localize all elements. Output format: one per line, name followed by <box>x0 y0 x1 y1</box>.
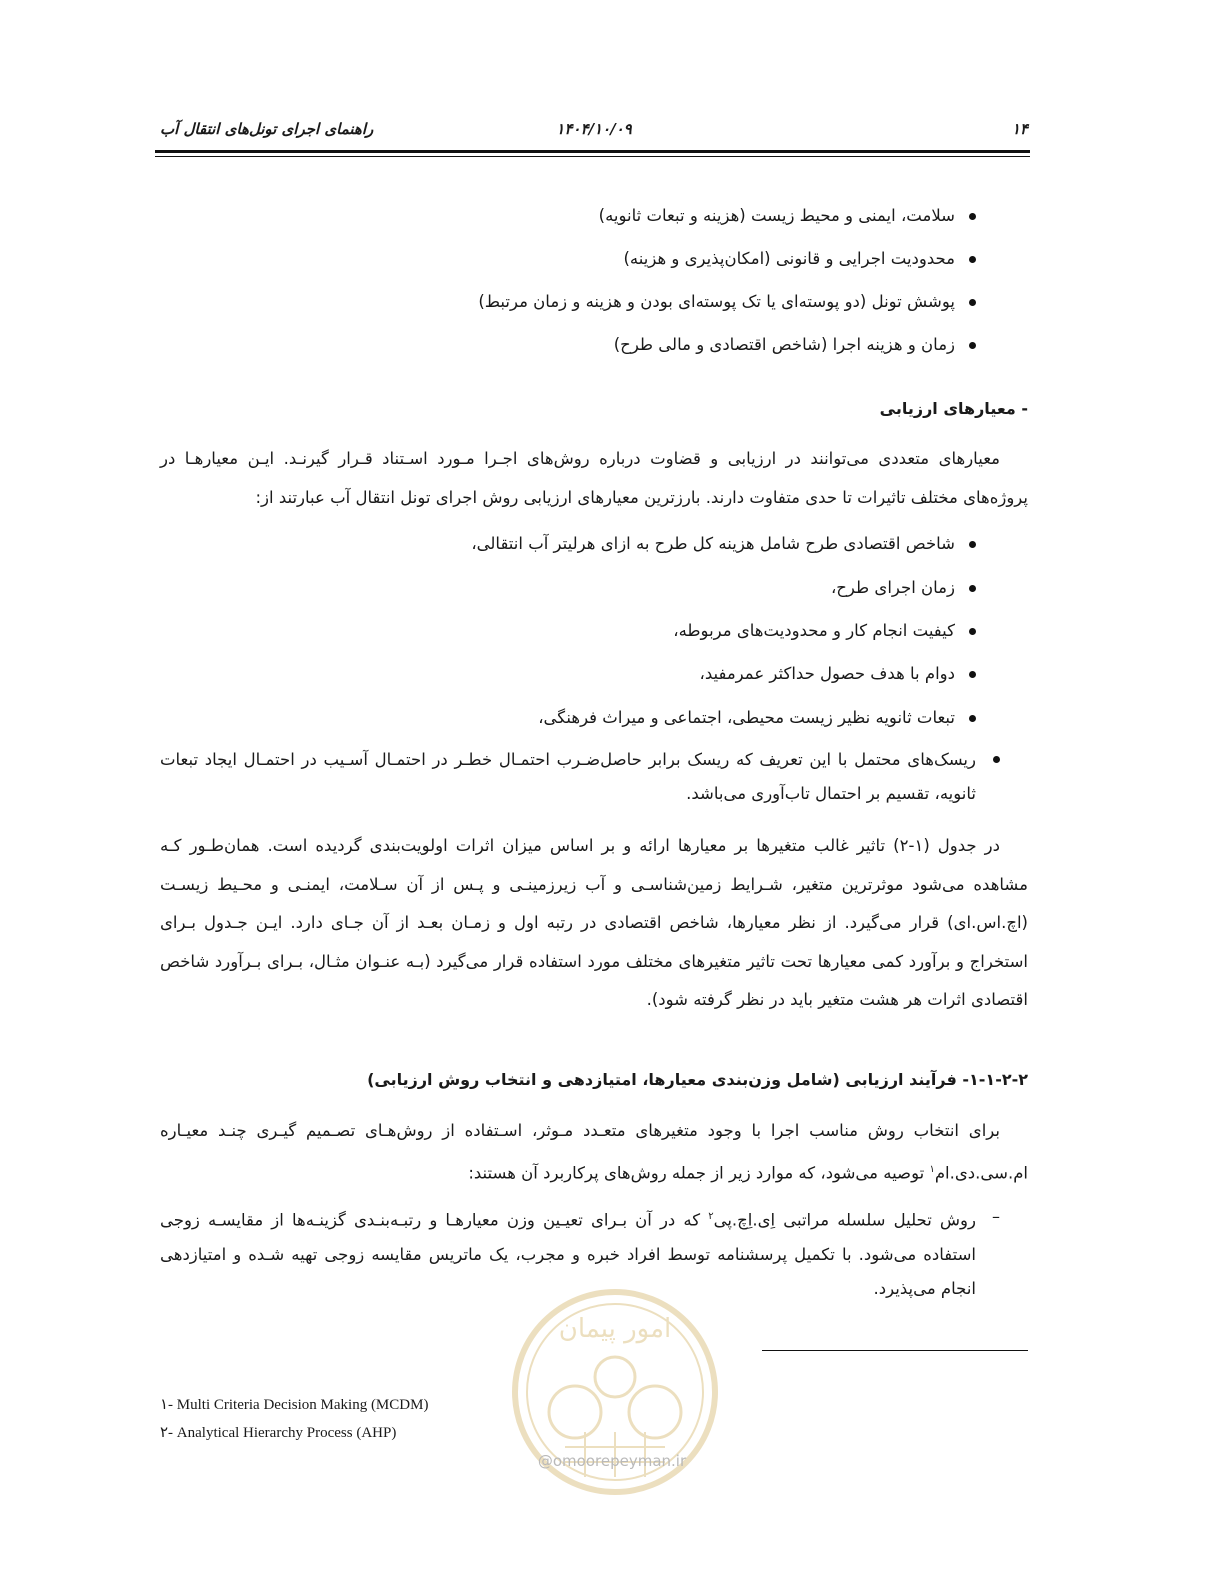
list-item: زمان اجرای طرح، <box>831 574 976 602</box>
footnote-2: ۲- Analytical Hierarchy Process (AHP) <box>160 1425 397 1441</box>
list-item: زمان و هزینه اجرا (شاخص اقتصادی و مالی طرح) <box>614 331 976 359</box>
paragraph-table-discussion: در جدول (۱-۲) تاثیر غالب متغیرها بر معیارها ارائه و بر اساس میزان اثرات اولویت‌بندی گردیده است. همان‌طـور کـه مشاهده می‌شود موثرترین متغیر، شـرایط زمین‌شناسـی و آب زیرزمینـی و پـس از آن سـلامت، ایمنـی و محـیط زیسـت (اچ.اس.ای) قرار می‌گیرد. از نظر معیارها، شاخص اقتصادی در رتبه اول و زمـان بعـد از آن جـای دارد. ایـن جـدول بـرای استخراج و برآورد کمی معیارها تحت تاثیر متغیرهای مختلف مورد استفاده قرار می‌گیرد (بـه عنـوان مثـال، بـرای بـرآورد شاخص اقتصادی اثرات هر هشت متغیر باید در نظر گرفته شود). <box>160 836 1028 1009</box>
header-title: راهنمای اجرای تونل‌های انتقال آب <box>160 120 374 138</box>
bullet-icon <box>993 756 1000 763</box>
header-rule-thin <box>155 156 1030 157</box>
header-rule-thick <box>155 150 1030 153</box>
section-heading: - معیارهای ارزیابی <box>879 399 1028 418</box>
bullet-icon <box>969 671 976 678</box>
list-item: محدودیت اجرایی و قانونی (امکان‌پذیری و هزینه) <box>624 245 977 273</box>
dash-icon: – <box>992 1207 1000 1226</box>
bullet-icon <box>969 256 976 263</box>
page-number: ۱۴ <box>1011 120 1028 138</box>
bullet-icon <box>969 342 976 349</box>
bullet-icon <box>969 541 976 548</box>
footnote-ref: ۲ <box>708 1211 714 1222</box>
watermark-logo-text: امور پیمان <box>558 1314 672 1344</box>
list-item: کیفیت انجام کار و محدودیت‌های مربوطه، <box>673 617 976 645</box>
page-header <box>160 120 1028 142</box>
paragraph-criteria-intro: معیارهای متعددی می‌توانند در ارزیابی و قضاوت درباره روش‌های اجـرا مـورد اسـتناد قـرار گیرنـد. ایـن معیارهـا در پروژه‌های مختلف تاثیرات تا حدی متفاوت دارند. بارزترین معیارهای ارزیابی روش اجرای تونل انتقال آب عبارتند از: <box>160 449 1028 507</box>
paragraph-mcdm: برای انتخاب روش مناسب اجرا با وجود متغیرهای متعـدد مـوثر، اسـتفاده از روش‌هـای تصـمیم گیـری چنـد معیـاره ام.سی.دی.ام$^۱$ توصیه می‌شود، که موارد زیر از جمله روش‌های پرکاربرد آن هستند: <box>160 1121 1028 1182</box>
bullet-icon <box>969 628 976 635</box>
list-item-risk: ریسک‌های محتمل با این تعریف که ریسک برابر حاصل‌ضـرب احتمـال خطـر در احتمـال آسـیب در احتمـال ایجاد تبعات ثانویه، تقسیم بر احتمال تاب‌آوری می‌باشد. <box>160 743 976 811</box>
dash-item-ahp: – روش تحلیل سلسله مراتبی اِی.اِچ.پی$^۲$ که در آن بـرای تعیـین وزن معیارهـا و رتبـه‌بنـدی گزینـه‌ها از مقایسـه زوجی استفاده می‌شود. با تکمیل پرسشنامه توسط افراد خبره و مجرب، یک ماتریس مقایسه زوجی تهیه شـده و امتیازدهی انجام می‌پذیرد. <box>160 1200 976 1306</box>
header-date: ۱۴۰۴/۱۰/۰۹ <box>556 120 632 138</box>
list-item: پوشش تونل (دو پوسته‌ای یا تک پوسته‌ای بودن و هزینه و زمان مرتبط) <box>478 288 976 316</box>
footnote-ref: ۱ <box>929 1163 935 1175</box>
bullet-icon <box>969 715 976 722</box>
list-item: دوام با هدف حصول حداکثر عمرمفید، <box>700 660 976 688</box>
footnote-1: ۱- Multi Criteria Decision Making (MCDM) <box>160 1397 429 1413</box>
footnote-rule <box>762 1350 1028 1351</box>
list-item: تبعات ثانویه نظیر زیست محیطی، اجتماعی و میراث فرهنگی، <box>538 704 976 732</box>
bullet-icon <box>969 299 976 306</box>
list-item: شاخص اقتصادی طرح شامل هزینه کل طرح به ازای هرلیتر آب انتقالی، <box>471 530 976 558</box>
watermark-site: @omoorepeyman.ir <box>537 1452 687 1470</box>
bullet-icon <box>969 585 976 592</box>
list-item: سلامت، ایمنی و محیط زیست (هزینه و تبعات ثانویه) <box>599 202 976 230</box>
subsection-heading: ۱-۱-۲-۲- فرآیند ارزیابی (شامل وزن‌بندی معیارها، امتیازدهی و انتخاب روش ارزیابی) <box>367 1070 1028 1089</box>
bullet-icon <box>969 213 976 220</box>
